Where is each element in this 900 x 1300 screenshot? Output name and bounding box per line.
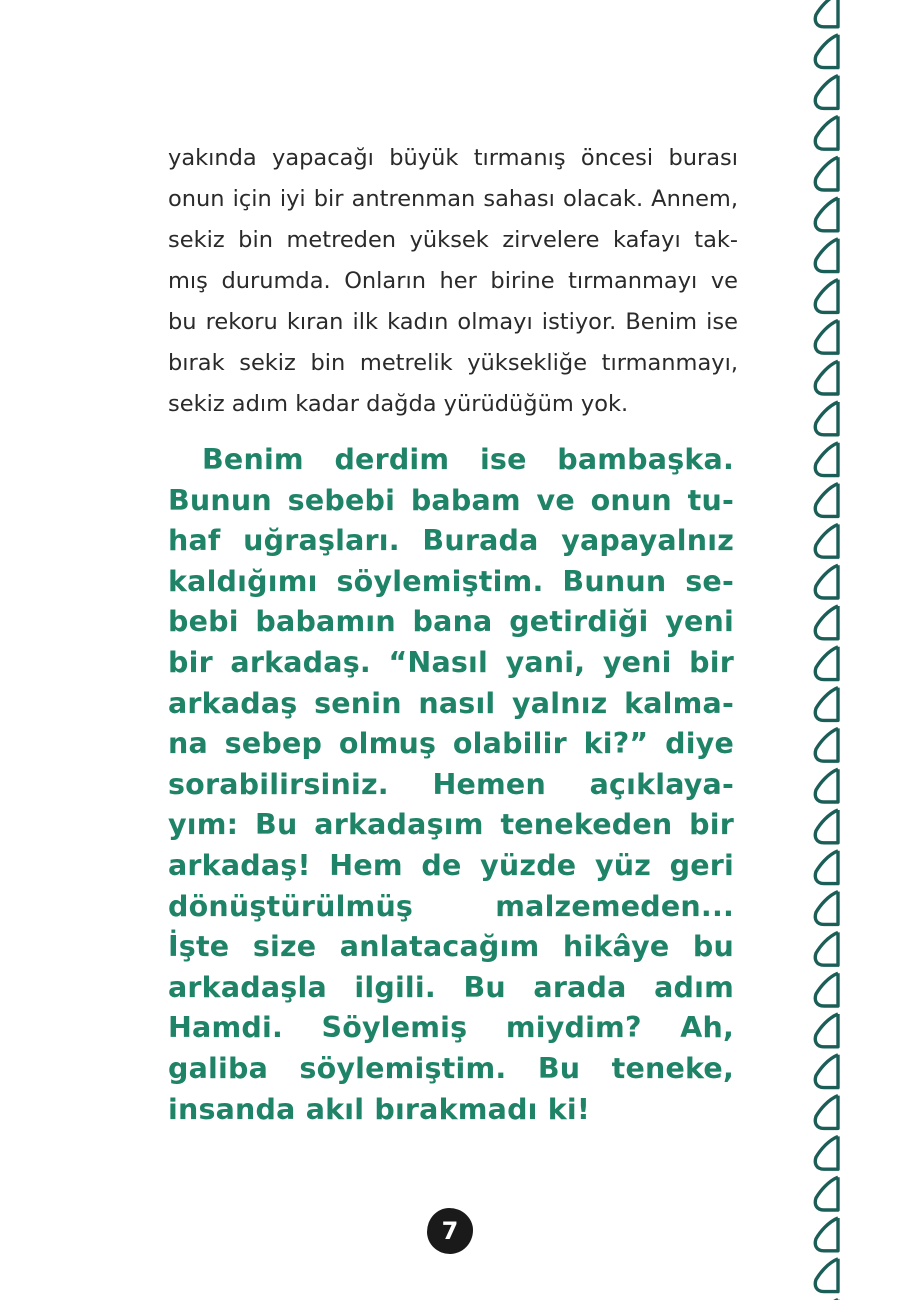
spiral-loop [815,320,838,353]
spiral-loop [815,1096,838,1129]
highlight-line: arkadaş! Hem de yüzde yüz geri [168,848,734,882]
body-line: sekiz bin metreden yüksek zirvelere kafayı tak- [168,227,738,253]
highlight-line: bebi babamın bana getirdiği yeni [168,605,734,639]
spiral-loop [815,198,838,231]
spiral-loop [815,892,838,925]
body-line: mış durumda. Onların her birine tırmanmayı ve [168,268,738,294]
highlight-line: galiba söylemiştim. Bu teneke, [168,1051,734,1085]
highlight-line: insanda akıl bırakmadı ki! [168,1092,591,1126]
spiral-binding-icon [808,0,848,1300]
spiral-loop [815,239,838,272]
body-paragraph [168,138,738,425]
spiral-loop [815,1259,838,1292]
highlight-line: Benim derdim ise bambaşka. [202,443,734,476]
spiral-loop [815,688,838,721]
spiral-loop [815,524,838,557]
highlight-line: na sebep olmuş olabilir ki?” diye [168,727,734,761]
highlight-line: kaldığımı söylemiştim. Bunun se- [168,564,734,598]
highlight-line: Bunun sebebi babam ve onun tu- [168,483,734,517]
spiral-loop [815,1218,838,1251]
spiral-loop [815,606,838,639]
spiral-loop [815,1014,838,1047]
spiral-loop [815,157,838,190]
spiral-loop [815,361,838,394]
highlight-line: sorabilirsiniz. Hemen açıklaya- [168,767,734,801]
highlight-line: İşte size anlatacağım hikâye bu [168,930,734,964]
spiral-loop [815,0,838,27]
spiral-loop [815,769,838,802]
body-line: onun için iyi bir antrenman sahası olacak. Annem, [168,186,738,212]
spiral-loop [815,484,838,517]
spiral-loop [815,1055,838,1088]
spiral-loop [815,1177,838,1210]
spiral-loop [815,932,838,965]
highlight-line: Hamdi. Söylemiş miydim? Ah, [168,1011,734,1045]
highlight-line: dönüştürülmüş malzemeden... [168,889,734,923]
body-line: bırak sekiz bin metrelik yüksekliğe tırmanmayı, [168,350,738,376]
spiral-loop [815,851,838,884]
highlight-line: haf uğraşları. Burada yapayalnız [168,524,734,558]
spiral-loop [815,280,838,313]
highlight-line: arkadaşla ilgili. Bu arada adım [168,970,734,1004]
highlight-paragraph [168,440,734,1130]
spiral-loop [815,647,838,680]
spiral-loop [815,35,838,68]
highlight-line: yım: Bu arkadaşım tenekeden bir [168,808,734,842]
body-line: sekiz adım kadar dağda yürüdüğüm yok. [168,391,629,417]
body-line: yakında yapacağı büyük tırmanış öncesi burası [168,145,738,171]
spiral-loop [815,810,838,843]
spiral-loop [815,76,838,109]
spiral-loop [815,728,838,761]
highlight-line: bir arkadaş. “Nasıl yani, yeni bir [168,645,734,679]
highlight-line: arkadaş senin nasıl yalnız kalma- [168,686,734,720]
spiral-loop [815,565,838,598]
spiral-loop [815,116,838,149]
spiral-loop [815,1136,838,1169]
spiral-loop [815,443,838,476]
spiral-loop [815,402,838,435]
spiral-loop [815,973,838,1006]
body-line: bu rekoru kıran ilk kadın olmayı istiyor. Benim ise [168,309,738,335]
page-number-badge: 7 [427,1208,473,1254]
